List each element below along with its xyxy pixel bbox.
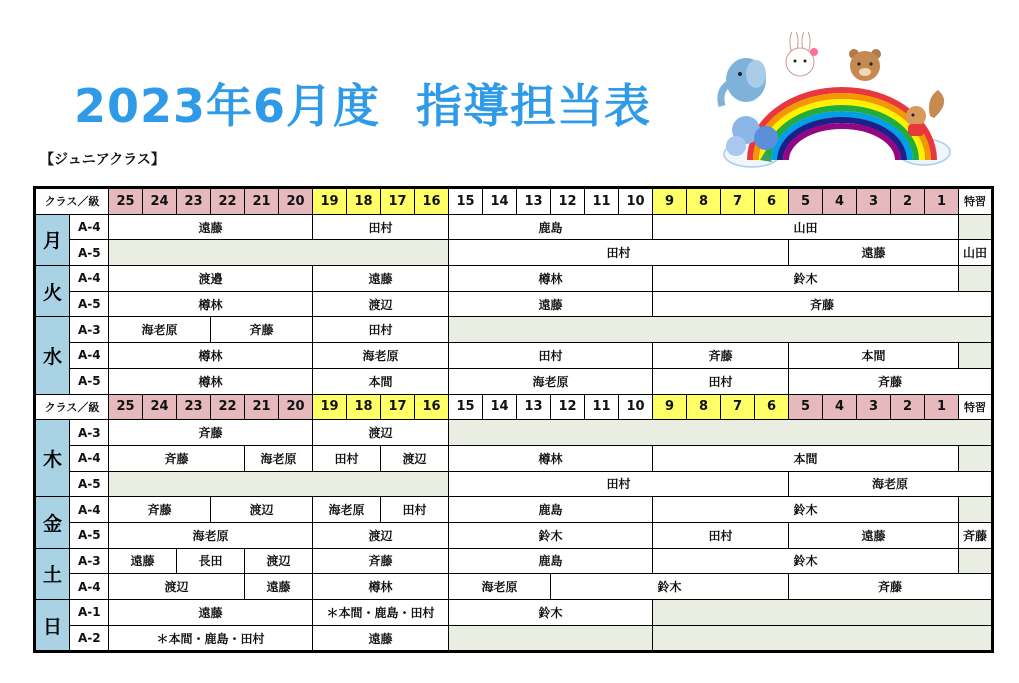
schedule-row: [35, 368, 993, 394]
instructor-cell: 斉藤: [313, 548, 449, 574]
class-cell: A-1: [70, 600, 109, 626]
schedule-row: [35, 240, 993, 266]
level-header-cell: 10: [619, 188, 653, 215]
instructor-cell: 遠藤: [245, 574, 313, 600]
empty-cell: [449, 625, 653, 652]
class-cell: A-5: [70, 368, 109, 394]
instructor-cell: 田村: [313, 445, 381, 471]
instructor-cell: 斉藤: [789, 368, 993, 394]
instructor-cell: 田村: [313, 214, 449, 240]
level-header-cell: 12: [551, 394, 585, 420]
level-header-cell: 特習: [959, 394, 993, 420]
day-cell: 火: [35, 266, 70, 317]
instructor-cell: 斉藤: [211, 317, 313, 343]
rabbit-icon: [786, 32, 818, 76]
instructor-cell: 鈴木: [551, 574, 789, 600]
level-header-cell: 4: [823, 394, 857, 420]
instructor-cell: 渡邉: [109, 266, 313, 292]
schedule-row: [35, 600, 993, 626]
instructor-cell: 田村: [313, 317, 449, 343]
level-header-cell: 1: [925, 188, 959, 215]
instructor-cell: 海老原: [109, 522, 313, 548]
level-header-cell: 20: [279, 394, 313, 420]
level-header-cell: 12: [551, 188, 585, 215]
class-cell: A-4: [70, 266, 109, 292]
level-header-cell: 7: [721, 188, 755, 215]
empty-cell: [109, 471, 449, 497]
level-header-cell: 7: [721, 394, 755, 420]
instructor-cell: 山田: [959, 240, 993, 266]
level-header-cell: 特習: [959, 188, 993, 215]
level-header-cell: 14: [483, 394, 517, 420]
level-header-cell: 5: [789, 188, 823, 215]
instructor-cell: 斉藤: [109, 445, 245, 471]
instructor-cell: 山田: [653, 214, 959, 240]
level-header-cell: 25: [109, 394, 143, 420]
schedule-row: [35, 522, 993, 548]
instructor-cell: 海老原: [245, 445, 313, 471]
level-header-cell: 23: [177, 188, 211, 215]
illustration-rainbow-animals: [712, 32, 952, 172]
class-level-header: クラス／級: [35, 394, 109, 420]
instructor-cell: 田村: [381, 497, 449, 523]
level-header-cell: 17: [381, 394, 415, 420]
instructor-cell: 鹿島: [449, 548, 653, 574]
instructor-cell: 鹿島: [449, 497, 653, 523]
level-header-cell: 9: [653, 188, 687, 215]
level-header-cell: 23: [177, 394, 211, 420]
instructor-cell: 遠藤: [109, 214, 313, 240]
title-main: 指導担当表: [416, 79, 652, 133]
instructor-cell: 樽林: [449, 445, 653, 471]
rainbow-icon: [750, 90, 934, 160]
level-header-cell: 2: [891, 394, 925, 420]
instructor-cell: 鈴木: [653, 497, 959, 523]
instructor-cell: 遠藤: [109, 600, 313, 626]
instructor-cell: 斉藤: [109, 420, 313, 446]
class-cell: A-5: [70, 471, 109, 497]
day-cell: 土: [35, 548, 70, 599]
instructor-cell: 遠藤: [789, 240, 959, 266]
level-header-cell: 18: [347, 394, 381, 420]
level-header-cell: 6: [755, 394, 789, 420]
instructor-cell: 渡辺: [109, 574, 245, 600]
class-cell: A-4: [70, 445, 109, 471]
header-row: [35, 394, 993, 420]
instructor-cell: ＊本間・鹿島・田村: [109, 625, 313, 652]
level-header-cell: 5: [789, 394, 823, 420]
instructor-cell: 長田: [177, 548, 245, 574]
day-cell: 水: [35, 317, 70, 394]
level-header-cell: 10: [619, 394, 653, 420]
schedule-row: [35, 343, 993, 369]
level-header-cell: 14: [483, 188, 517, 215]
class-cell: A-3: [70, 420, 109, 446]
level-header-cell: 19: [313, 394, 347, 420]
level-header-cell: 13: [517, 188, 551, 215]
instructor-cell: ＊本間・鹿島・田村: [313, 600, 449, 626]
schedule-row: [35, 291, 993, 317]
instructor-cell: 鈴木: [653, 266, 959, 292]
header-row: [35, 188, 993, 215]
level-header-cell: 16: [415, 394, 449, 420]
empty-cell: [449, 420, 993, 446]
instructor-cell: 田村: [449, 240, 789, 266]
level-header-cell: 19: [313, 188, 347, 215]
level-header-cell: 24: [143, 394, 177, 420]
instructor-cell: 遠藤: [313, 266, 449, 292]
level-header-cell: 25: [109, 188, 143, 215]
instructor-cell: 渡辺: [313, 291, 449, 317]
instructor-cell: 斉藤: [653, 291, 993, 317]
instructor-cell: 鈴木: [449, 522, 653, 548]
day-cell: 金: [35, 497, 70, 548]
instructor-cell: 鈴木: [449, 600, 653, 626]
instructor-cell: 渡辺: [211, 497, 313, 523]
empty-cell: [109, 240, 449, 266]
level-header-cell: 3: [857, 394, 891, 420]
instructor-cell: 樽林: [109, 368, 313, 394]
class-cell: A-5: [70, 291, 109, 317]
level-header-cell: 24: [143, 188, 177, 215]
level-header-cell: 15: [449, 188, 483, 215]
level-header-cell: 16: [415, 188, 449, 215]
class-cell: A-5: [70, 240, 109, 266]
instructor-cell: 田村: [653, 522, 789, 548]
level-header-cell: 17: [381, 188, 415, 215]
bear-icon: [849, 49, 881, 81]
instructor-cell: 海老原: [789, 471, 993, 497]
day-cell: 日: [35, 600, 70, 652]
instructor-cell: 斉藤: [959, 522, 993, 548]
instructor-cell: 遠藤: [449, 291, 653, 317]
day-cell: 木: [35, 420, 70, 497]
instructor-cell: 斉藤: [789, 574, 993, 600]
schedule-row: [35, 548, 993, 574]
empty-cell: [449, 317, 993, 343]
elephant-icon: [721, 58, 766, 106]
instructor-cell: 田村: [653, 368, 789, 394]
schedule-row: [35, 574, 993, 600]
instructor-cell: 斉藤: [109, 497, 211, 523]
level-header-cell: 21: [245, 188, 279, 215]
instructor-cell: 鹿島: [449, 214, 653, 240]
level-header-cell: 20: [279, 188, 313, 215]
instructor-cell: 遠藤: [313, 625, 449, 652]
class-level-header: クラス／級: [35, 188, 109, 215]
instructor-cell: 海老原: [449, 574, 551, 600]
instructor-cell: 斉藤: [653, 343, 789, 369]
level-header-cell: 1: [925, 394, 959, 420]
level-header-cell: 11: [585, 394, 619, 420]
instructor-cell: 海老原: [449, 368, 653, 394]
instructor-cell: 遠藤: [789, 522, 959, 548]
level-header-cell: 8: [687, 394, 721, 420]
title-month: 2023年6月度: [74, 79, 381, 133]
class-cell: A-3: [70, 548, 109, 574]
empty-cell: [959, 214, 993, 240]
level-header-cell: 22: [211, 394, 245, 420]
instructor-cell: 本間: [313, 368, 449, 394]
instructor-cell: 鈴木: [653, 548, 959, 574]
class-cell: A-4: [70, 497, 109, 523]
schedule-row: [35, 266, 993, 292]
class-heading: 【ジュニアクラス】: [40, 152, 165, 168]
class-cell: A-2: [70, 625, 109, 652]
schedule-row: [35, 497, 993, 523]
class-cell: A-4: [70, 214, 109, 240]
instructor-cell: 渡辺: [313, 522, 449, 548]
instructor-cell: 田村: [449, 343, 653, 369]
instructor-cell: 本間: [789, 343, 959, 369]
class-cell: A-4: [70, 343, 109, 369]
level-header-cell: 4: [823, 188, 857, 215]
level-header-cell: 15: [449, 394, 483, 420]
instructor-cell: 海老原: [313, 497, 381, 523]
schedule-row: [35, 445, 993, 471]
empty-cell: [959, 266, 993, 292]
class-cell: A-3: [70, 317, 109, 343]
instructor-cell: 田村: [449, 471, 789, 497]
level-header-cell: 6: [755, 188, 789, 215]
empty-cell: [959, 343, 993, 369]
instructor-cell: 本間: [653, 445, 959, 471]
instructor-cell: 遠藤: [109, 548, 177, 574]
instructor-cell: 海老原: [313, 343, 449, 369]
instructor-cell: 樽林: [313, 574, 449, 600]
instructor-cell: 樽林: [109, 291, 313, 317]
level-header-cell: 22: [211, 188, 245, 215]
class-cell: A-4: [70, 574, 109, 600]
schedule-table: [33, 186, 994, 653]
instructor-cell: 渡辺: [313, 420, 449, 446]
instructor-cell: 樽林: [109, 343, 313, 369]
page-title: [74, 70, 651, 136]
class-cell: A-5: [70, 522, 109, 548]
level-header-cell: 3: [857, 188, 891, 215]
empty-cell: [653, 600, 993, 626]
instructor-cell: 樽林: [449, 266, 653, 292]
schedule-row: [35, 471, 993, 497]
empty-cell: [959, 497, 993, 523]
day-cell: 月: [35, 214, 70, 265]
empty-cell: [959, 548, 993, 574]
schedule-row: [35, 317, 993, 343]
empty-cell: [959, 445, 993, 471]
schedule-row: [35, 420, 993, 446]
level-header-cell: 13: [517, 394, 551, 420]
level-header-cell: 8: [687, 188, 721, 215]
schedule-row: [35, 214, 993, 240]
empty-cell: [653, 625, 993, 652]
level-header-cell: 21: [245, 394, 279, 420]
level-header-cell: 9: [653, 394, 687, 420]
level-header-cell: 18: [347, 188, 381, 215]
schedule-row: [35, 625, 993, 652]
instructor-cell: 海老原: [109, 317, 211, 343]
level-header-cell: 11: [585, 188, 619, 215]
level-header-cell: 2: [891, 188, 925, 215]
instructor-cell: 渡辺: [381, 445, 449, 471]
instructor-cell: 渡辺: [245, 548, 313, 574]
